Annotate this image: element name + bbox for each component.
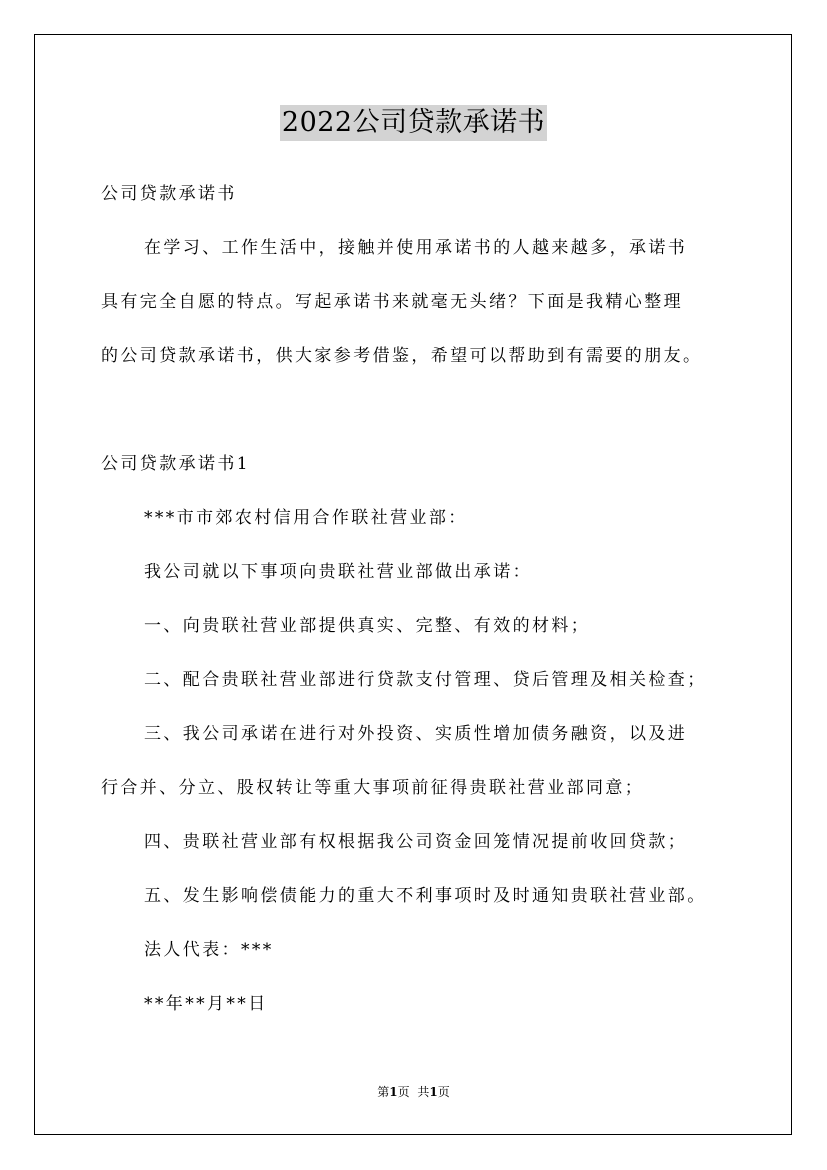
commitment-item-1: 一、向贵联社营业部提供真实、完整、有效的材料； xyxy=(144,616,591,636)
total-pages: 1 xyxy=(429,1085,438,1099)
page-prefix: 第 xyxy=(377,1085,390,1099)
intro-line: 在学习、工作生活中，接触并使用承诺书的人越来越多，承诺书 xyxy=(144,238,688,258)
section-heading: 公司贷款承诺书1 xyxy=(101,454,251,474)
subtitle: 公司贷款承诺书 xyxy=(101,184,237,204)
page-footer xyxy=(0,1084,827,1100)
legal-representative: 法人代表：*** xyxy=(144,940,274,960)
total-suffix: 页 xyxy=(437,1085,450,1099)
document-title: 2022公司贷款承诺书 xyxy=(280,105,547,141)
page-number: 1 xyxy=(389,1085,398,1099)
body-line: 我公司就以下事项向贵联社营业部做出承诺： xyxy=(144,562,532,582)
commitment-item-3-continued: 行合并、分立、股权转让等重大事项前征得贵联社营业部同意； xyxy=(101,778,645,798)
addressee-line: ***市市郊农村信用合作联社营业部： xyxy=(144,508,468,528)
page-suffix: 页 xyxy=(397,1085,410,1099)
total-prefix: 共 xyxy=(417,1085,430,1099)
commitment-item-2: 二、配合贵联社营业部进行贷款支付管理、贷后管理及相关检查； xyxy=(144,670,707,690)
signature-date: **年**月**日 xyxy=(144,994,268,1014)
commitment-item-5: 五、发生影响偿债能力的重大不利事项时及时通知贵联社营业部。 xyxy=(144,886,707,906)
intro-line: 具有完全自愿的特点。写起承诺书来就毫无头绪？下面是我精心整理 xyxy=(101,292,683,312)
commitment-item-3: 三、我公司承诺在进行对外投资、实质性增加债务融资，以及进 xyxy=(144,724,688,744)
commitment-item-4: 四、贵联社营业部有权根据我公司资金回笼情况提前收回贷款； xyxy=(144,832,688,852)
title-container xyxy=(0,105,827,141)
intro-line: 的公司贷款承诺书，供大家参考借鉴，希望可以帮助到有需要的朋友。 xyxy=(101,346,703,366)
